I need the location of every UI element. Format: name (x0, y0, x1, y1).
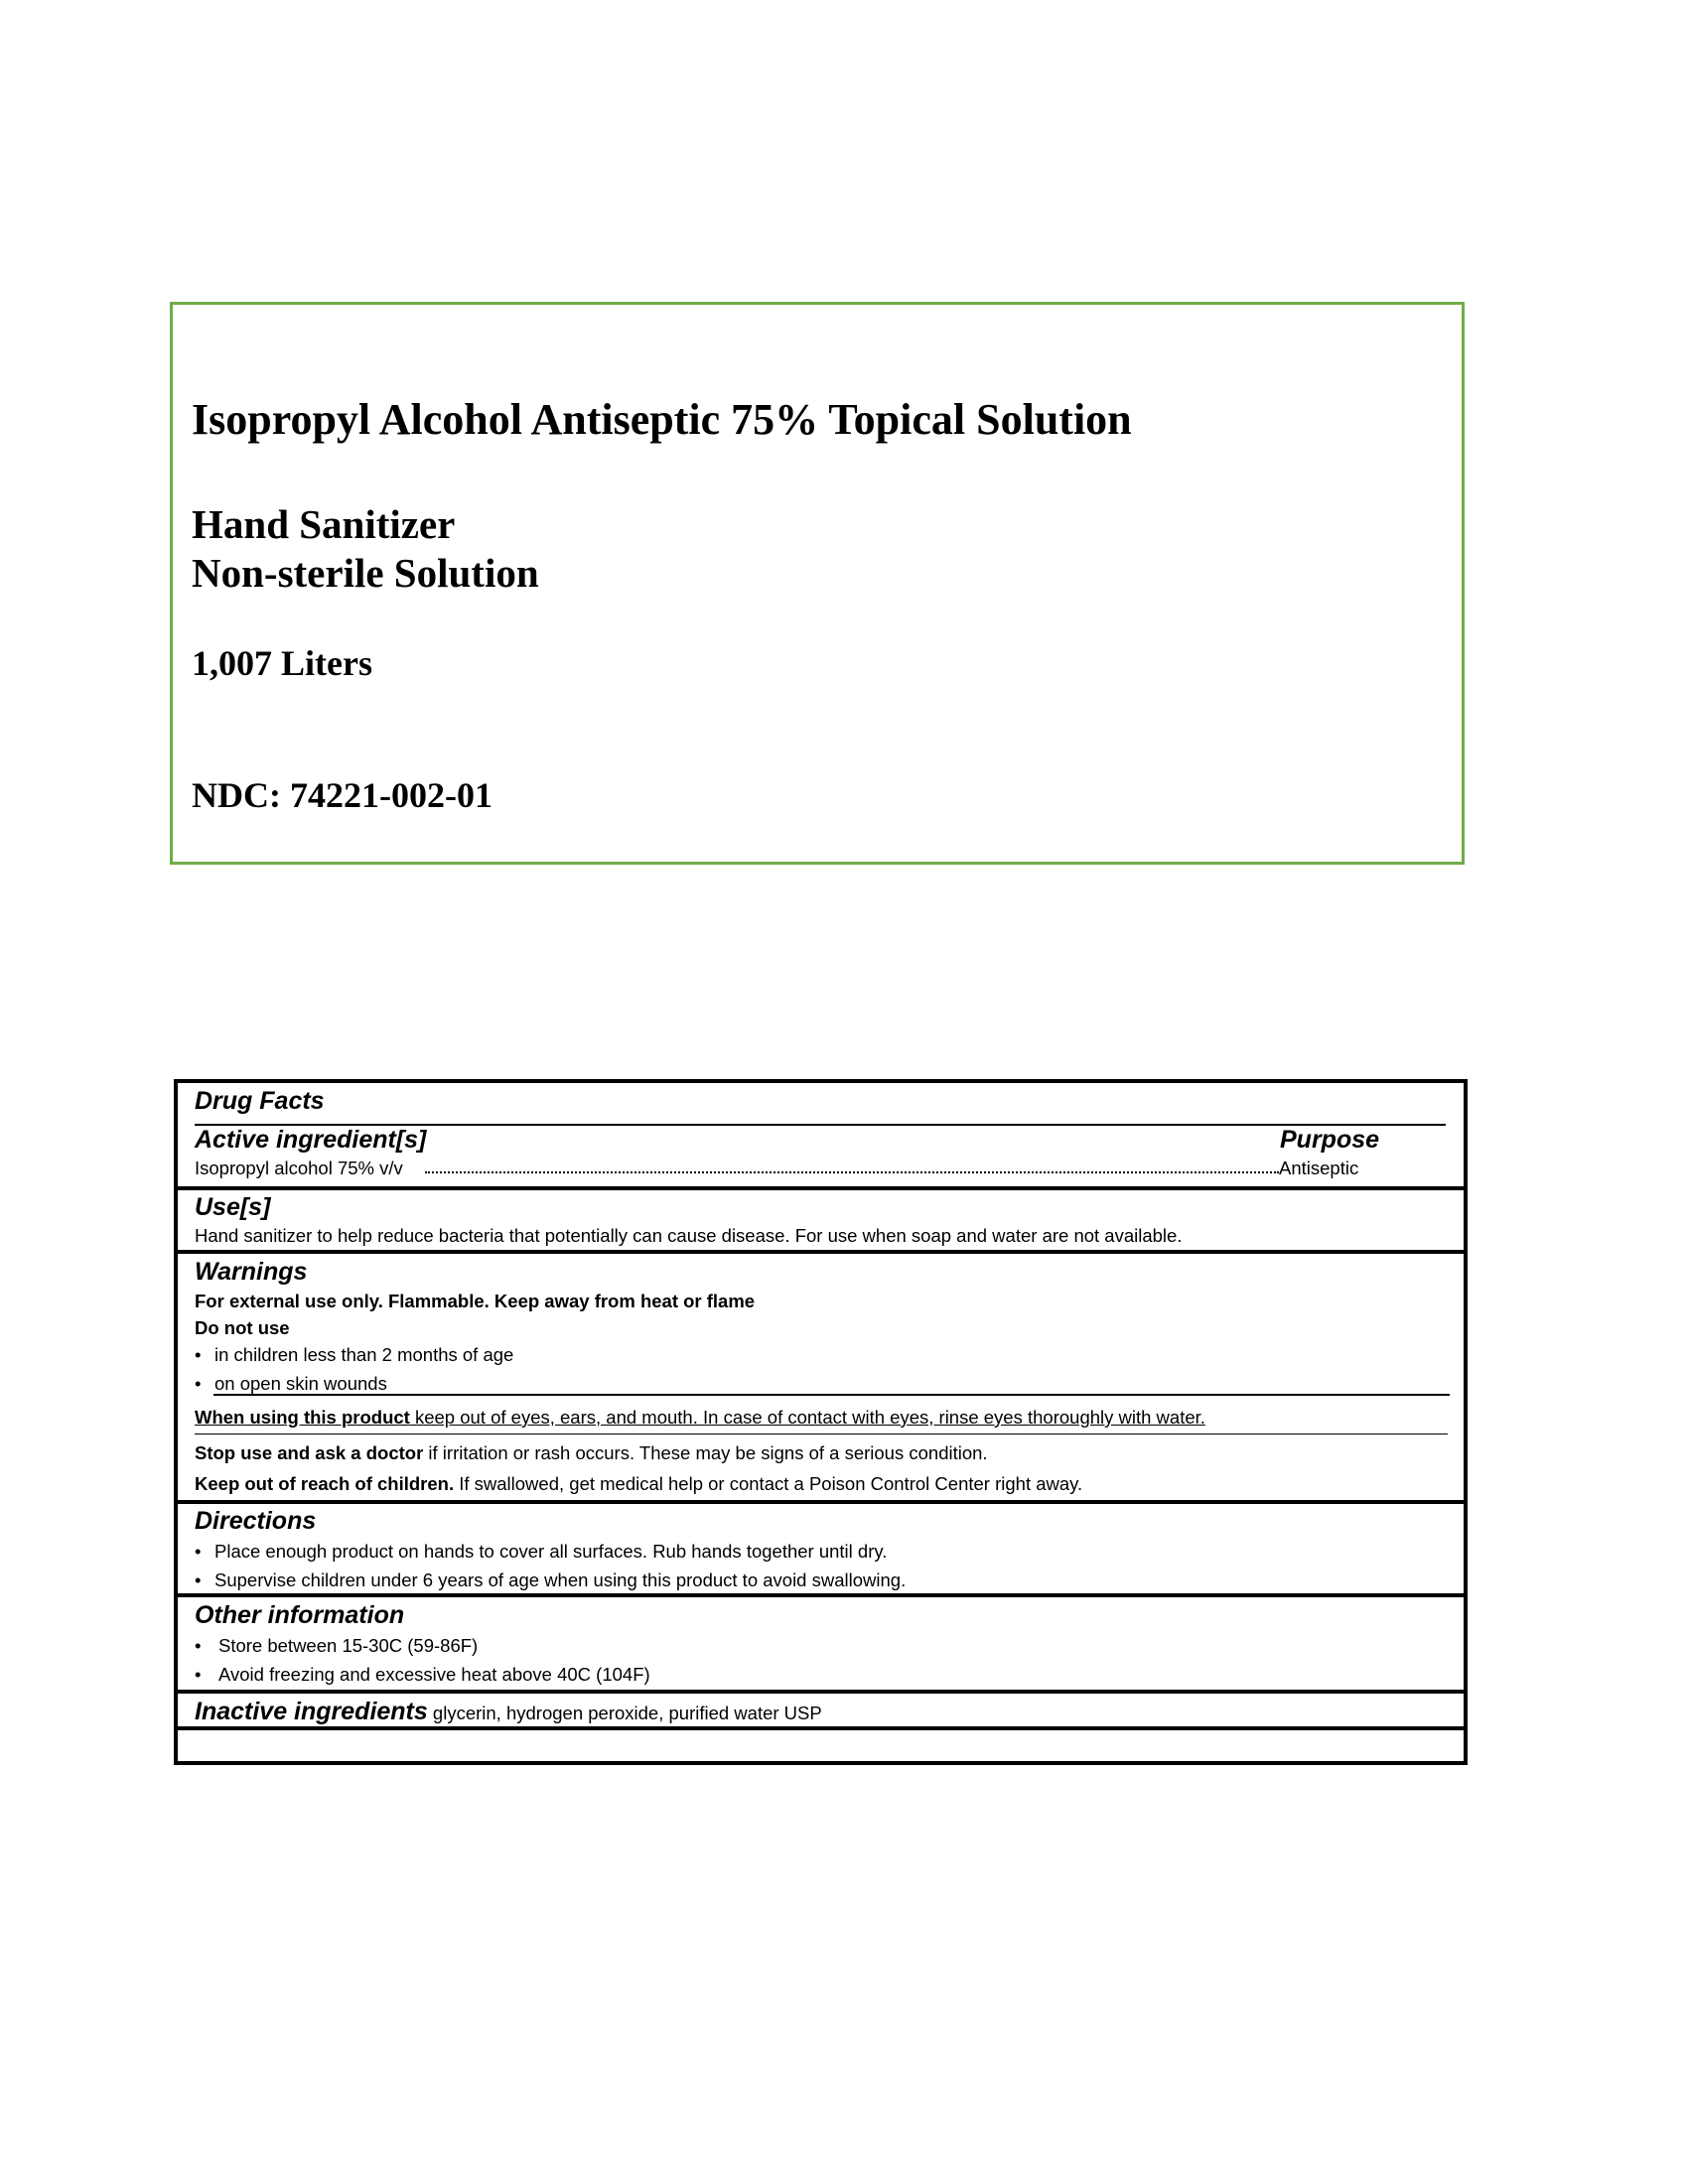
list-item (195, 1571, 906, 1590)
when-using-text: keep out of eyes, ears, and mouth. In case of contact with eyes, rinse eyes thoroughly with water. (409, 1407, 1205, 1428)
bullet: • (195, 1373, 202, 1394)
do-not-use-heading: Do not use (195, 1317, 290, 1338)
uses-text: Hand sanitizer to help reduce bacteria that potentially can cause disease. For use when soap and water are not available. (195, 1225, 1183, 1246)
section-divider (174, 1690, 1468, 1694)
section-divider (174, 1593, 1468, 1597)
product-type: Non-sterile Solution (192, 550, 539, 596)
bullet: • (195, 1541, 202, 1562)
bullet: • (195, 1664, 202, 1685)
stop-use-label: Stop use and ask a doctor (195, 1442, 424, 1463)
other-info-heading: Other information (195, 1601, 405, 1629)
list-item-text: on open skin wounds (214, 1373, 387, 1394)
list-item (195, 1543, 887, 1562)
keep-out-warning (195, 1475, 1082, 1494)
list-item-text: in children less than 2 months of age (214, 1344, 514, 1365)
section-divider (174, 1726, 1468, 1730)
list-item-text: Supervise children under 6 years of age when using this product to avoid swallowing. (214, 1570, 907, 1590)
active-ingredient-heading: Active ingredient[s] (195, 1126, 427, 1154)
list-item-text: Avoid freezing and excessive heat above 40C (104F) (218, 1664, 650, 1685)
inactive-ingredients (195, 1700, 822, 1724)
when-using-label: When using this product (195, 1407, 410, 1428)
inactive-heading: Inactive ingredients (195, 1698, 428, 1725)
list-item-text: Store between 15-30C (59-86F) (218, 1635, 479, 1656)
active-ingredient: Isopropyl alcohol 75% v/v (195, 1158, 403, 1178)
divider (213, 1394, 1450, 1396)
product-title: Isopropyl Alcohol Antiseptic 75% Topical Solution (192, 395, 1132, 444)
bullet: • (195, 1635, 202, 1656)
uses-heading: Use[s] (195, 1193, 271, 1221)
active-purpose: Antiseptic (1279, 1158, 1359, 1178)
when-using-warning (195, 1409, 1205, 1428)
divider (195, 1433, 1448, 1434)
directions-heading: Directions (195, 1507, 317, 1535)
section-divider (174, 1250, 1468, 1254)
list-item-text: Place enough product on hands to cover all surfaces. Rub hands together until dry. (214, 1541, 888, 1562)
list-item (195, 1637, 478, 1656)
stop-use-text: if irritation or rash occurs. These may be signs of a serious condition. (423, 1442, 988, 1463)
product-subtitle: Hand Sanitizer (192, 501, 456, 547)
section-divider (174, 1500, 1468, 1504)
purpose-heading: Purpose (1280, 1126, 1380, 1154)
list-item (195, 1666, 650, 1685)
warnings-heading: Warnings (195, 1258, 308, 1286)
list-item (195, 1346, 513, 1365)
list-item (195, 1375, 387, 1394)
inactive-text: glycerin, hydrogen peroxide, purified water USP (427, 1703, 822, 1723)
keep-out-text: If swallowed, get medical help or contact a Poison Control Center right away. (454, 1473, 1083, 1494)
external-use-warning: For external use only. Flammable. Keep away from heat or flame (195, 1291, 756, 1311)
keep-out-label: Keep out of reach of children. (195, 1473, 455, 1494)
product-ndc: NDC: 74221-002-01 (192, 775, 492, 815)
bullet: • (195, 1344, 202, 1365)
section-divider (174, 1186, 1468, 1190)
drug-facts-title: Drug Facts (195, 1087, 325, 1115)
product-volume: 1,007 Liters (192, 643, 372, 683)
leader-dots (425, 1161, 1279, 1173)
bullet: • (195, 1570, 202, 1590)
stop-use-warning (195, 1444, 988, 1463)
